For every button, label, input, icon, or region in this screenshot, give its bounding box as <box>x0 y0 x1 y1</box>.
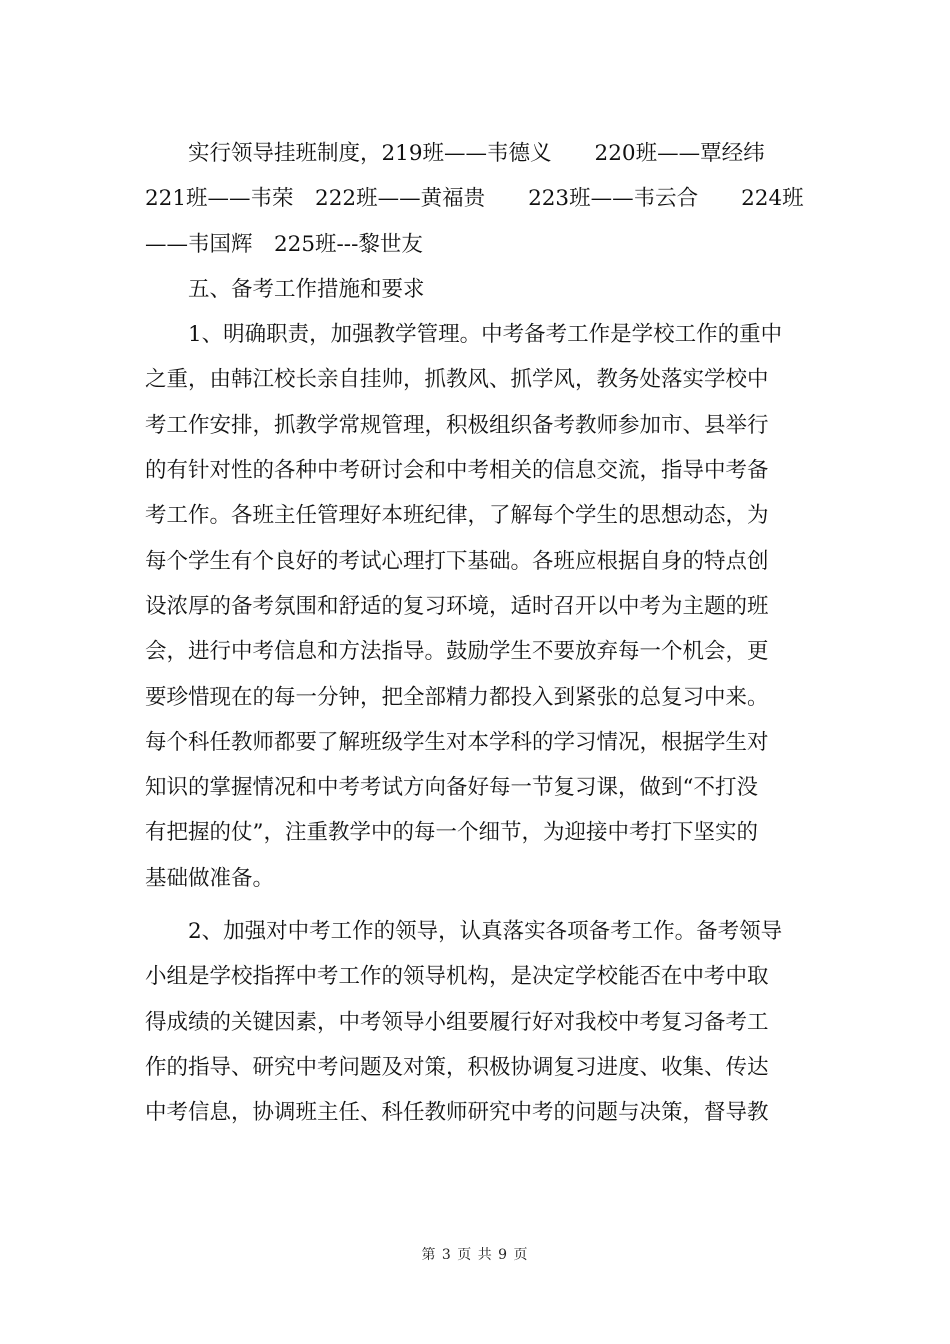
document-body <box>145 131 805 1136</box>
paragraph-2-line <box>145 1090 805 1135</box>
page-number-label: 第 3 页 共 9 页 <box>421 1247 529 1263</box>
text-line: 要珍惜现在的每一分钟，把全部精力都投入到紧张的总复习中来。 <box>145 684 769 710</box>
paragraph-1-line <box>145 675 805 720</box>
paragraph-1-line <box>145 493 805 538</box>
paragraph-1-line <box>145 856 805 901</box>
text-line: 知识的掌握情况和中考考试方向备好每一节复习课，做到“不打没 <box>145 775 758 801</box>
text-line: 的有针对性的各种中考研讨会和中考相关的信息交流，指导中考备 <box>145 458 769 484</box>
paragraph-1-line <box>145 629 805 674</box>
paragraph-1-line <box>145 448 805 493</box>
text-line: 中考信息，协调班主任、科任教师研究中考的问题与决策，督导教 <box>145 1100 769 1126</box>
text-line: ——韦国辉 225班---黎世友 <box>145 231 423 257</box>
heading-text: 五、备考工作措施和要求 <box>188 276 425 302</box>
class-assignment-line-2 <box>145 176 805 221</box>
class-assignment-line-3 <box>145 222 805 267</box>
paragraph-1-line <box>145 584 805 629</box>
text-line: 会，进行中考信息和方法指导。鼓励学生不要放弃每一个机会，更 <box>145 639 769 665</box>
text-line: 221班——韦荣 222班——黄福贵 223班——韦云合 224班 <box>145 186 804 212</box>
text-line: 小组是学校指挥中考工作的领导机构，是决定学校能否在中考中取 <box>145 964 769 990</box>
text-line: 每个学生有个良好的考试心理打下基础。各班应根据自身的特点创 <box>145 548 769 574</box>
paragraph-1-line <box>145 720 805 765</box>
text-line: 设浓厚的备考氛围和舒适的复习环境，适时召开以中考为主题的班 <box>145 593 769 619</box>
page-footer <box>0 1244 950 1264</box>
text-line: 作的指导、研究中考问题及对策，积极协调复习进度、收集、传达 <box>145 1054 769 1080</box>
text-line: 之重，由韩江校长亲自挂帅，抓教风、抓学风，教务处落实学校中 <box>145 367 769 393</box>
paragraph-1-line <box>145 539 805 584</box>
paragraph-1-line <box>145 810 805 855</box>
text-line: 1、明确职责，加强教学管理。中考备考工作是学校工作的重中 <box>188 322 783 348</box>
text-line: 考工作安排，抓教学常规管理，积极组织备考教师参加市、县举行 <box>145 412 769 438</box>
text-line: 考工作。各班主任管理好本班纪律，了解每个学生的思想动态，为 <box>145 503 769 529</box>
text-line: 每个科任教师都要了解班级学生对本学科的学习情况，根据学生对 <box>145 729 769 755</box>
text-line: 得成绩的关键因素，中考领导小组要履行好对我校中考复习备考工 <box>145 1009 769 1035</box>
paragraph-2-line <box>145 909 805 954</box>
text-line: 实行领导挂班制度，219班——韦德义 220班——覃经纬 <box>188 141 765 166</box>
paragraph-2-line <box>145 1000 805 1045</box>
text-line: 2、加强对中考工作的领导，认真落实各项备考工作。备考领导 <box>188 919 783 945</box>
paragraph-1-line <box>145 357 805 402</box>
paragraph-1-line <box>145 312 805 357</box>
paragraph-2-line <box>145 954 805 999</box>
class-assignment-line-1 <box>145 131 805 176</box>
text-line: 有把握的仗”，注重教学中的每一个细节，为迎接中考打下坚实的 <box>145 820 758 846</box>
paragraph-2-line <box>145 1045 805 1090</box>
text-line: 基础做准备。 <box>145 865 275 891</box>
paragraph-1-line <box>145 403 805 448</box>
section-heading <box>145 267 805 312</box>
paragraph-1-line <box>145 765 805 810</box>
